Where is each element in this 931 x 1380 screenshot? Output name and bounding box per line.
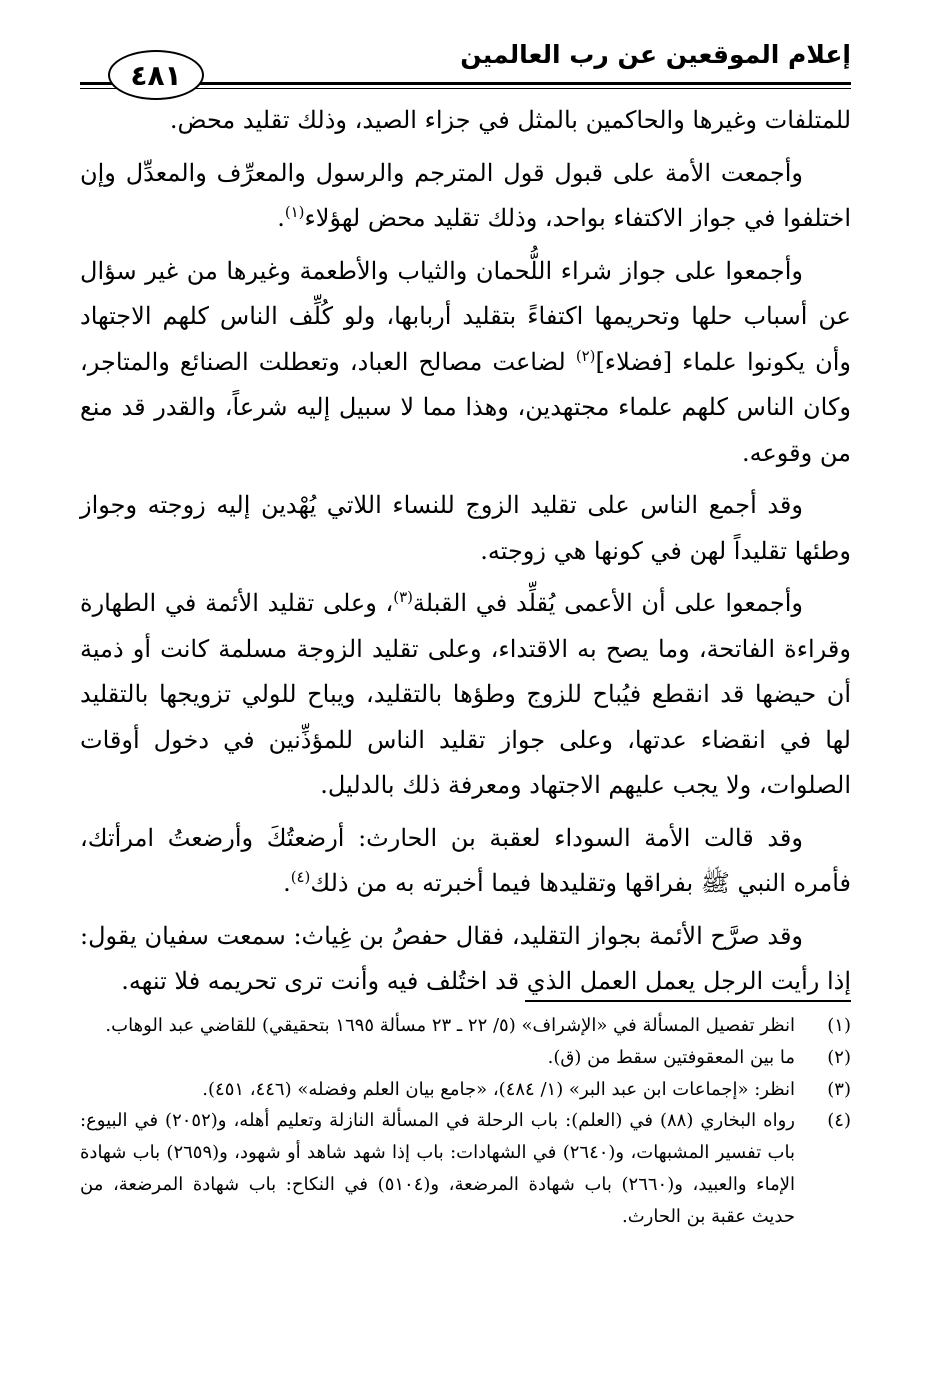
footnote-number: (١) (827, 1015, 851, 1036)
footnote-ref: (٢) (575, 346, 596, 365)
paragraph: وأجمعت الأمة على قبول قول المترجم والرسول والمعرِّف والمعدِّل وإن اختلفوا في جواز الاكتفاء بواحد، وذلك تقليد محض لهؤلاء$^{(١)}$. (80, 158, 851, 232)
paragraph: وقد صرَّح الأئمة بجواز التقليد، فقال حفصُ بن غِياث: سمعت سفيان يقول: إذا رأيت الرجل يعمل العمل الذي قد اختُلف فيه وأنت ترى تحريمه فلا تنهه. (80, 921, 851, 995)
paragraph: وقد أجمع الناس على تقليد الزوج للنساء اللاتي يُهْدين إليه زوجته وجواز وطئها تقليداً لهن في كونها هي زوجته. (80, 491, 851, 565)
running-header (0, 0, 931, 110)
footnote-ref: (١) (284, 203, 305, 221)
footnotes (80, 1010, 851, 1233)
footnote (80, 1010, 851, 1042)
footnote-ref: (٣) (393, 588, 413, 606)
footnote-text: ما بين المعقوفتين سقط من (ق). (547, 1046, 795, 1068)
footnote-number: (٢) (827, 1046, 851, 1068)
paragraph: للمتلفات وغيرها والحاكمين بالمثل في جزاء الصيد، وذلك تقليد محض. (169, 106, 851, 134)
footnote-ref: (٤) (290, 868, 311, 886)
book-title: إعلام الموقعين عن رب العالمين (460, 40, 851, 69)
page-number-badge: ٤٨١ (108, 50, 204, 100)
paragraph: وأجمعوا على أن الأعمى يُقلِّد في القبلة$^{(٣)}$، وعلى تقليد الأئمة في الطهارة وقراءة الفاتحة، وما يصح به الاقتداء، وعلى تقليد الزوجة مسلمة كانت أو ذمية أن حيضها قد انقطع فيُباح للزوج وطؤها بالتقليد، ويباح للولي تزويجها بالتقليد لها في انقضاء عدتها، وعلى جواز تقليد الناس للمؤذِّنين في دخول أوقات الصلوات، ولا يجب عليهم الاجتهاد ومعرفة ذلك بالدليل. (80, 588, 852, 799)
paragraph: وأجمعوا على جواز شراء اللُّحمان والثياب والأطعمة وغيرها من غير سؤال عن أسباب حلها وتحريمها اكتفاءً بتقليد أربابها، ولو كُلِّف الناس كلهم الاجتهاد وأن يكونوا علماء [فضلاء]$^{(٢)}$ لضاعت مصالح العباد، وتعطلت الصنائع والمتاجر، وكان الناس كلهم علماء مجتهدين، وهذا مما لا سبيل إليه شرعاً، والقدر قد منع من وقوعه. (80, 256, 851, 467)
footnote (80, 1074, 851, 1106)
footnote (80, 1105, 851, 1232)
footnote-text: رواه البخاري (٨٨) في (العلم): باب الرحلة في المسألة النازلة وتعليم أهله، و(٢٠٥٢) في البيوع: باب تفسير المشبهات، و(٢٦٤٠) في الشهادات: باب إذا شهد شاهد أو شهود، و(٢٦٥٩) باب شهادة الإماء والعبيد، و(٢٦٦٠) باب شهادة المرضعة، و(٥١٠٤) في النكاح: باب شهادة المرضعة، من حديث عقبة بن الحارث. (80, 1110, 795, 1227)
footnote-number: (٣) (827, 1078, 851, 1100)
footnote-number: (٤) (827, 1110, 851, 1132)
body-text (80, 98, 851, 1012)
footnote (80, 1042, 851, 1074)
footnote-text: انظر: «إجماعات ابن عبد البر» (١/ ٤٨٤)، «جامع بيان العلم وفضله» (٤٤٦، ٤٥١). (202, 1078, 795, 1100)
footnote-text: انظر تفصيل المسألة في «الإشراف» (٥/ ٢٢ ـ ٢٣ مسألة ١٦٩٥ بتحقيقي) للقاضي عبد الوهاب. (105, 1015, 795, 1036)
footnote-separator (525, 1000, 851, 1002)
paragraph: وقد قالت الأمة السوداء لعقبة بن الحارث: أرضعتُكَ وأرضعتُ امرأتك، فأمره النبي ﷺ بفراقها وتقليدها فيما أخبرته به من ذلك$^{(٤)}$. (80, 823, 851, 897)
